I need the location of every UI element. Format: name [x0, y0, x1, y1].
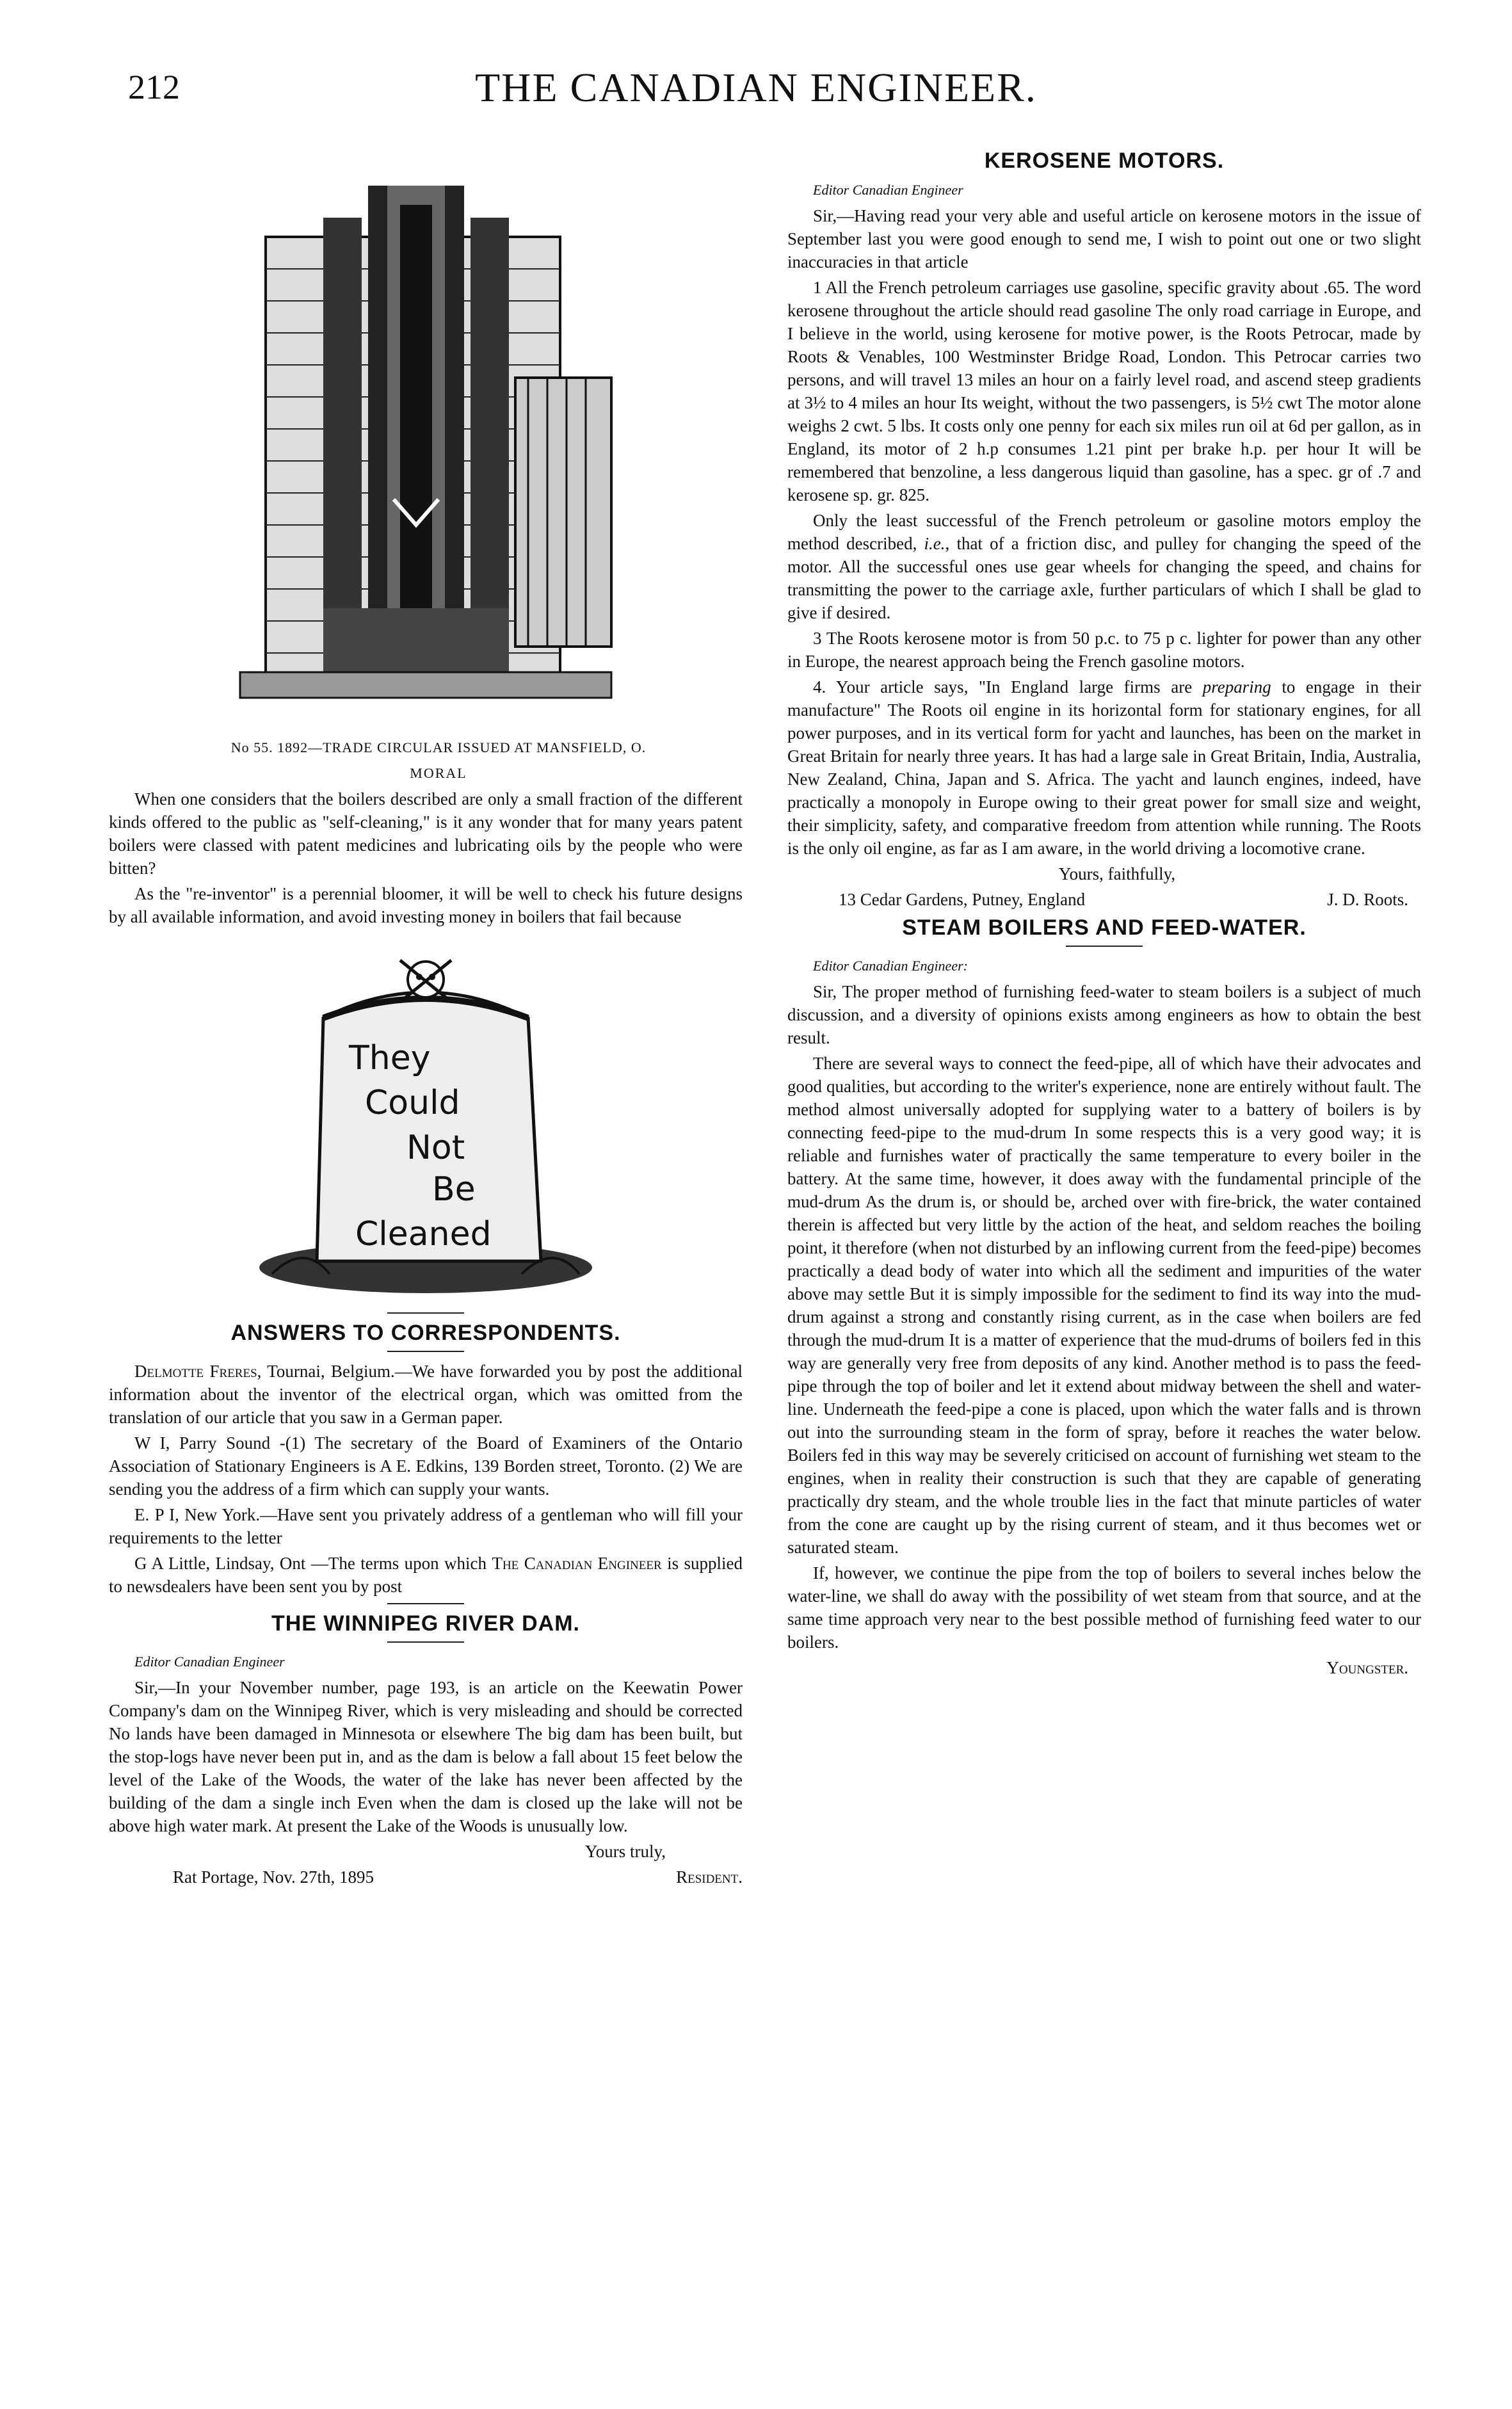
- kerosene-editor-line: Editor Canadian Engineer: [813, 182, 963, 198]
- kerosene-p4: 3 The Roots kerosene motor is from 50 p.c. to 75 p c. lighter for power than any other in Europe, the nearest approach being the French gasoline motors.: [787, 629, 1421, 671]
- figure-caption: No 55. 1892—TRADE CIRCULAR ISSUED AT MANSFIELD, O.: [230, 739, 647, 755]
- section-rule: [387, 1351, 464, 1352]
- tomb-text-be: Be: [432, 1170, 476, 1209]
- journal-name: The Canadian Engineer: [492, 1554, 662, 1573]
- kerosene-heading: KEROSENE MOTORS.: [984, 149, 1225, 173]
- kerosene-signer: J. D. Roots.: [1327, 890, 1408, 909]
- page-title: THE CANADIAN ENGINEER.: [475, 65, 1037, 110]
- boiler-illustration: [227, 166, 624, 730]
- answers-heading: ANSWERS TO CORRESPONDENTS.: [230, 1321, 621, 1345]
- steam-heading: STEAM BOILERS AND FEED-WATER.: [902, 915, 1307, 940]
- kerosene-p3: Only the least successful of the French petroleum or gasoline motors employ the method described, i.e., that of a friction disc, and pulley for changing the speed of the motor. All the successful ones use gear wheels for changing the speed, and chains for transmitting the power to the carriage axle, further particulars of which I shall be glad to give if desired.: [787, 511, 1421, 622]
- answer-lindsay: G A Little, Lindsay, Ont —The terms upon which The Canadian Engineer is supplied to newsdealers have been sent you by post: [109, 1554, 743, 1596]
- tomb-text-could: Could: [365, 1084, 460, 1122]
- answer-delmotte-body: , Tournai, Belgium.—We have forwarded you by post the additional information about the inventor of the electrical organ, which was omitted from the translation of our article that you saw in a German paper.: [109, 1362, 743, 1427]
- winnipeg-signer: Resident.: [676, 1867, 743, 1887]
- kerosene-closing: Yours, faithfully,: [1058, 864, 1176, 883]
- steam-signer: Youngster.: [1326, 1658, 1408, 1677]
- winnipeg-heading: THE WINNIPEG RIVER DAM.: [271, 1611, 581, 1636]
- steam-signature: [787, 1656, 1421, 1679]
- tomb-text-they: They: [349, 1039, 431, 1077]
- kerosene-signature: [787, 888, 1421, 911]
- kerosene-p5: 4. Your article says, "In England large firms are preparing to engage in their manufacture" The Roots oil engine in its horizontal form for stationary engines, for all power purposes, and in its vertical form for yacht and launches, has been on the market in Great Britain for nearly three years. It has had a large sale in Great Britain, India, Australia, New Zealand, China, Japan and S. Africa. The yacht and launch engines, indeed, have practically a monopoly in Europe owing to their great power for small size and weight, their simplicity, safety, and comparative freedom from attention while running. The Roots is the only oil engine, as far as I am aware, in the world driving a locomotive crane.: [787, 677, 1421, 858]
- steam-editor-line: Editor Canadian Engineer:: [813, 958, 968, 974]
- answer-parry-sound: W I, Parry Sound -(1) The secretary of the Board of Examiners of the Ontario Association of Stationary Engineers is A E. Edkins, 139 Borden street, Toronto. (2) We are sending you the address of a firm which can supply your wants.: [109, 1433, 743, 1499]
- section-rule: [387, 1603, 464, 1604]
- winnipeg-letter: Sir,—In your November number, page 193, is an article on the Keewatin Power Company's dam on the Winnipeg River, which is very misleading and should be corrected No lands have been damaged in Minnesota or elsewhere The big dam has been built, but the stop-logs have never been put in, and as the dam is below a fall about 15 feet below the level of the Lake of the Woods, the water of the lake has never been affected by the building of the dam a single inch Even when the dam is closed up the lake will not be above high water mark. At present the Lake of the Woods is unusually low.: [109, 1678, 743, 1835]
- kerosene-p1: Sir,—Having read your very able and useful article on kerosene motors in the issue of September last you were good enough to send me, I wish to point out one or two slight inaccuracies in that article: [787, 206, 1421, 271]
- section-rule: [387, 1641, 464, 1643]
- section-rule: [387, 1312, 464, 1314]
- answer-new-york: E. P I, New York.—Have sent you privately address of a gentleman who will fill your requirements to the letter: [109, 1505, 743, 1547]
- steam-p2: There are several ways to connect the feed-pipe, all of which have their advocates and good qualities, but according to the writer's experience, none are entirely without fault. The method almost universally adopted for supplying water to a battery of boilers is by connecting feed-pipe to the mud-drum In some respects this is a very good way; it is reliable and furnishes water of practically the same temperature to every boiler in the battery. At the same time, however, it does away with the fundamental principle of the mud-drum As the drum is, or should be, arched over with fire-brick, the water contained therein is affected but very little by the action of the heat, and seldom reaches the boiling point, it therefore (when not disturbed by an inflowing current from the feed-pipe) becomes practically a dead body of water into which all the sediment and impurities of the water above may settle But it is simply impossible for the sediment to find its way into the mud-drum against a strong and constantly rising current, as in the case when boilers are fed through the mud-drum It is a matter of experience that the mud-drums of boilers fed in this way are generally very free from deposits of any kind. Another method is to pass the feed-pipe through the top of boiler and let it extend about midway between the shell and water-line. Underneath the feed-pipe a cone is placed, upon which the water falls and is thrown out into the surrounding steam in the form of spray, before it reaches the water below. Boilers fed in this way may be severely criticised on account of furnishing wet steam to the engines, when in reality their construction is such that they are capable of generating practically dry steam, and the whole trouble lies in the fact that minute particles of water from the cone are caught up by the rising current of steam, and it thus becomes wet or saturated steam.: [787, 1054, 1421, 1557]
- figure-caption-moral: MORAL: [410, 765, 467, 781]
- answer-delmotte-name: Delmotte Freres: [134, 1362, 257, 1381]
- winnipeg-editor-line: Editor Canadian Engineer: [134, 1654, 285, 1670]
- tomb-text-not: Not: [406, 1129, 465, 1167]
- steam-p3: If, however, we continue the pipe from the top of boilers to several inches below the water-line, we shall do away with the possibility of wet steam from that source, and at the same time approach very near to the best possible method of furnishing feed water to our boilers.: [787, 1563, 1421, 1652]
- winnipeg-closing: Yours truly,: [584, 1842, 666, 1861]
- winnipeg-signature: [109, 1865, 743, 1889]
- answer-delmotte: [109, 1360, 743, 1429]
- left-column: [109, 166, 743, 1891]
- reinventor-paragraph: As the "re-inventor" is a perennial bloomer, it will be well to check his future designs by all available information, and avoid investing money in boilers that fail because: [109, 884, 743, 926]
- section-rule: [1066, 946, 1143, 947]
- kerosene-p2: 1 All the French petroleum carriages use gasoline, specific gravity about .65. The word kerosene throughout the article should read gasoline The only road carriage in Europe, and I believe in the world, using kerosene for motive power, is the Roots Petrocar, made by Roots & Venables, 100 Westminster Bridge Road, London. This Petrocar carries two persons, and will travel 13 miles an hour on a fairly level road, and ascend steep gradients at 3½ to 4 miles an hour Its weight, without the two passengers, is 5½ cwt The motor alone weighs 2 cwt. 5 lbs. It costs only one penny for each six miles run oil at 6d per gallon, as in England, its motor of 2 h.p consumes 1.21 pint per brake h.p. per hour It will be remembered that benzoline, a less dangerous liquid than gasoline, has a spec. gr of .7 and kerosene sp. gr. 825.: [787, 278, 1421, 504]
- page-number: 212: [128, 68, 180, 106]
- tomb-text-cleaned: Cleaned: [355, 1215, 492, 1253]
- moral-paragraph: When one considers that the boilers described are only a small fraction of the different kinds offered to the public as "self-cleaning," is it any wonder that for many years patent boilers were classed with patent medicines and lubricating oils by the people who were bitten?: [109, 789, 743, 878]
- right-column: [787, 144, 1421, 1682]
- kerosene-place: 13 Cedar Gardens, Putney, England: [839, 890, 1086, 909]
- tombstone-illustration: [246, 941, 605, 1300]
- winnipeg-place: Rat Portage, Nov. 27th, 1895: [173, 1867, 374, 1887]
- steam-p1: Sir, The proper method of furnishing feed-water to steam boilers is a subject of much discussion, and a diversity of opinions exists among engineers as how to obtain the best result.: [787, 982, 1421, 1047]
